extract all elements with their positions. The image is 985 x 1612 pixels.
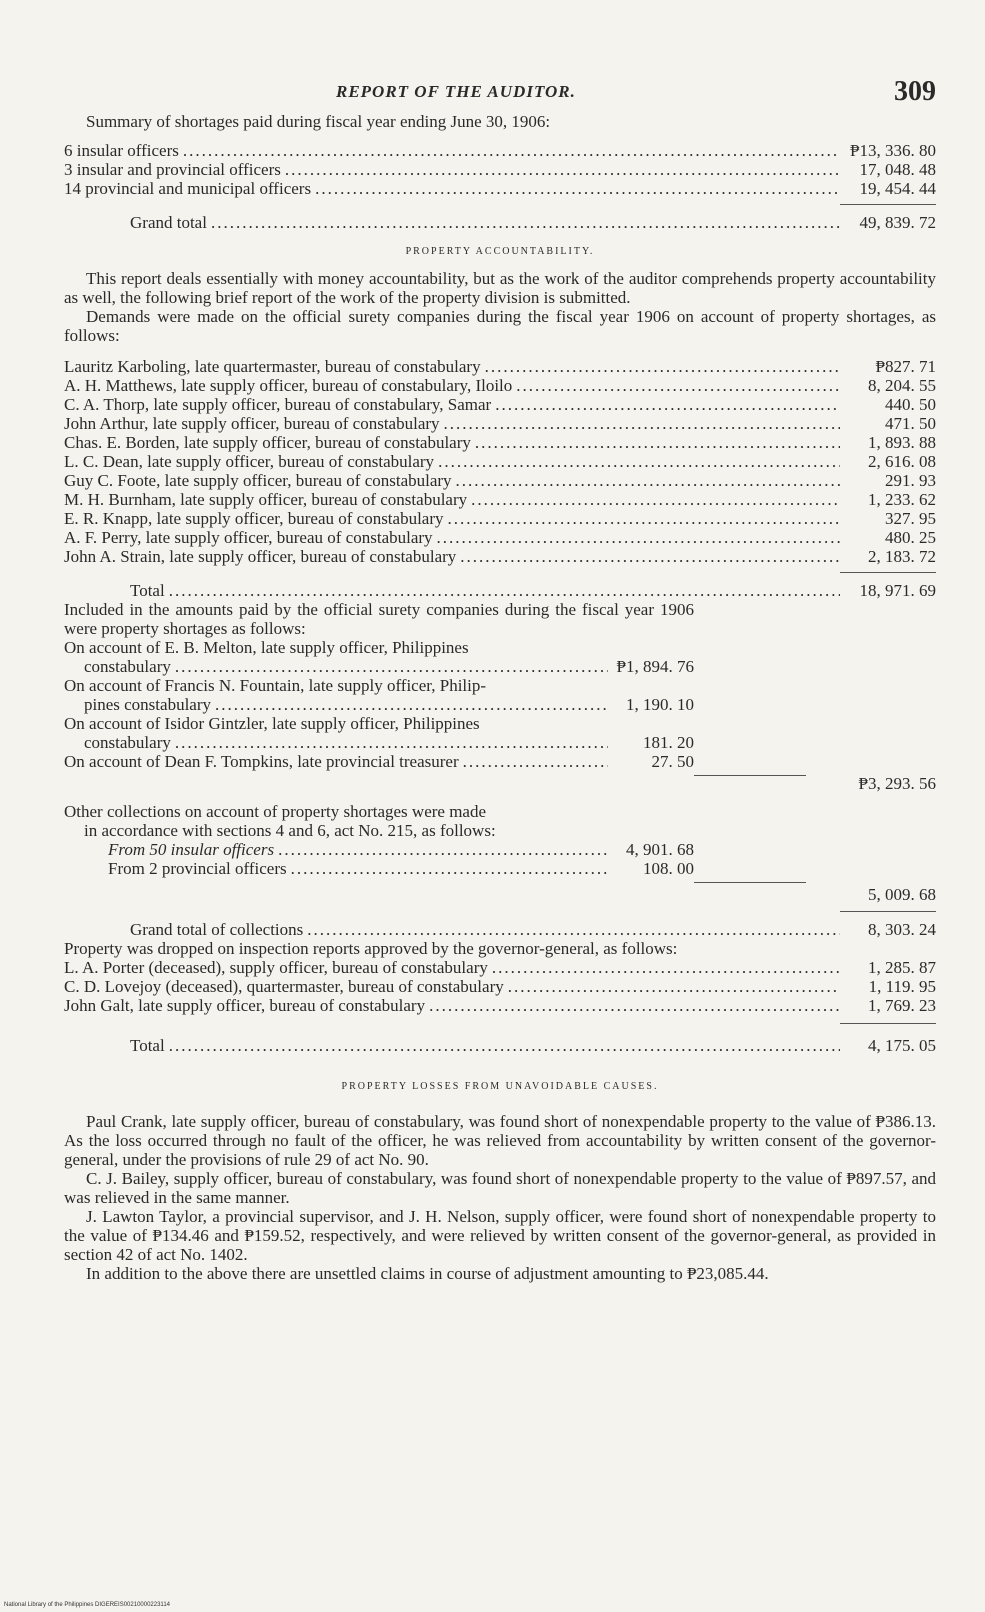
- list-item: Guy C. Foote, late supply officer, bureau of constabulary ..... 291. 93: [64, 471, 936, 490]
- list-item: L. A. Porter (deceased), supply officer, bureau of constabulary ..... 1, 285. 87: [64, 958, 936, 977]
- list-item: Lauritz Karboling, late quartermaster, bureau of constabulary ..... ₱827. 71: [64, 357, 936, 376]
- included-item: On account of E. B. Melton, late supply officer, Philippines constabulary ..... ₱1, 894. 76: [64, 638, 694, 676]
- list-item: L. C. Dean, late supply officer, bureau of constabulary ..... 2, 616. 08: [64, 452, 936, 471]
- list-item: C. A. Thorp, late supply officer, bureau of constabulary, Samar ..... 440. 50: [64, 395, 936, 414]
- other-collections-block: [64, 802, 936, 905]
- list-item: Chas. E. Borden, late supply officer, bureau of constabulary ..... 1, 893. 88: [64, 433, 936, 452]
- dropped-total: Total ..... 4, 175. 05: [64, 1036, 936, 1055]
- dropped-rule: [840, 1023, 936, 1024]
- summary-row: 6 insular officers ..... ₱13, 336. 80: [64, 141, 936, 160]
- included-paragraph: Included in the amounts paid by the official surety companies during the fiscal year 1906 were property shortages as follows:: [64, 600, 694, 638]
- page-number: 309: [894, 76, 936, 107]
- included-total: ₱3, 293. 56: [858, 774, 936, 793]
- demands-list: [64, 357, 936, 566]
- included-item: On account of Francis N. Fountain, late supply officer, Philip- pines constabulary ..... 1, 190. 10: [64, 676, 694, 714]
- included-item: On account of Isidor Gintzler, late supply officer, Philippines constabulary ..... 181. 20: [64, 714, 694, 752]
- other-paragraph-line1: Other collections on account of property shortages were made: [64, 802, 487, 821]
- intro-paragraph: This report deals essentially with money accountability, but as the work of the auditor comprehends property accountability as well, the following brief report of the work of the property division is submitted.: [64, 269, 936, 307]
- losses-paragraph: J. Lawton Taylor, a provincial supervisor, and J. H. Nelson, supply officer, were found short of nonexpendable property to the value of ₱134.46 and ₱159.52, respectively, and were relieved by written consent of the governor-general, as provided in section 42 of act No. 1402.: [64, 1207, 936, 1264]
- section-title-property-accountability: PROPERTY ACCOUNTABILITY.: [405, 246, 595, 257]
- losses-paragraph: In addition to the above there are unsettled claims in course of adjustment amounting to ₱23,085.44.: [86, 1264, 769, 1283]
- document-page: [64, 70, 936, 1283]
- summary-grand-total: Grand total ..... 49, 839. 72: [64, 213, 936, 232]
- running-title: REPORT OF THE AUDITOR.: [336, 82, 576, 101]
- demands-rule: [840, 572, 936, 573]
- list-item: E. R. Knapp, late supply officer, bureau of constabulary ..... 327. 95: [64, 509, 936, 528]
- scan-footer: National Library of the Philippines DIGEREIS00210000223114: [4, 1602, 170, 1608]
- summary-row: 14 provincial and municipal officers ..... 19, 454. 44: [64, 179, 936, 198]
- demands-total: Total ..... 18, 971. 69: [64, 581, 936, 600]
- list-item: John Galt, late supply officer, bureau of constabulary ..... 1, 769. 23: [64, 996, 936, 1015]
- summary-heading: Summary of shortages paid during fiscal year ending June 30, 1906:: [86, 112, 551, 131]
- losses-paragraph: C. J. Bailey, supply officer, bureau of constabulary, was found short of nonexpendable property to the value of ₱897.57, and was relieved in the same manner.: [64, 1169, 936, 1207]
- collections-rule: [840, 911, 936, 912]
- demands-paragraph: Demands were made on the official surety companies during the fiscal year 1906 on account of property shortages, as follows:: [64, 307, 936, 345]
- dropped-paragraph: Property was dropped on inspection reports approved by the governor-general, as follows:: [64, 939, 678, 958]
- list-item: M. H. Burnham, late supply officer, bureau of constabulary ..... 1, 233. 62: [64, 490, 936, 509]
- page-header: [64, 70, 936, 110]
- summary-row: 3 insular and provincial officers ..... 17, 048. 48: [64, 160, 936, 179]
- included-item: On account of Dean F. Tompkins, late provincial treasurer ..... 27. 50: [64, 752, 694, 771]
- summary-rule: [840, 204, 936, 205]
- collections-grand-total: Grand total of collections ..... 8, 303. 24: [64, 920, 936, 939]
- other-total: 5, 009. 68: [868, 885, 936, 904]
- list-item: A. F. Perry, late supply officer, bureau of constabulary ..... 480. 25: [64, 528, 936, 547]
- list-item: John Arthur, late supply officer, bureau of constabulary ..... 471. 50: [64, 414, 936, 433]
- list-item: C. D. Lovejoy (deceased), quartermaster, bureau of constabulary ..... 1, 119. 95: [64, 977, 936, 996]
- losses-paragraph: Paul Crank, late supply officer, bureau of constabulary, was found short of nonexpendable property to the value of ₱386.13. As the loss occurred through no fault of the officer, he was relieved from accountability by written consent of the governor-general, under the provisions of rule 29 of act No. 90.: [64, 1112, 936, 1169]
- section-title-property-losses: PROPERTY LOSSES FROM UNAVOIDABLE CAUSES.: [341, 1081, 659, 1092]
- list-item: John A. Strain, late supply officer, bureau of constabulary ..... 2, 183. 72: [64, 547, 936, 566]
- list-item: A. H. Matthews, late supply officer, bureau of constabulary, Iloilo ..... 8, 204. 55: [64, 376, 936, 395]
- other-item: From 50 insular officers ..... 4, 901. 68: [64, 840, 694, 859]
- other-item: From 2 provincial officers ..... 108. 00: [64, 859, 694, 878]
- included-block: [64, 600, 936, 794]
- other-paragraph-line2: in accordance with sections 4 and 6, act No. 215, as follows:: [84, 821, 496, 840]
- other-rule: [694, 882, 806, 883]
